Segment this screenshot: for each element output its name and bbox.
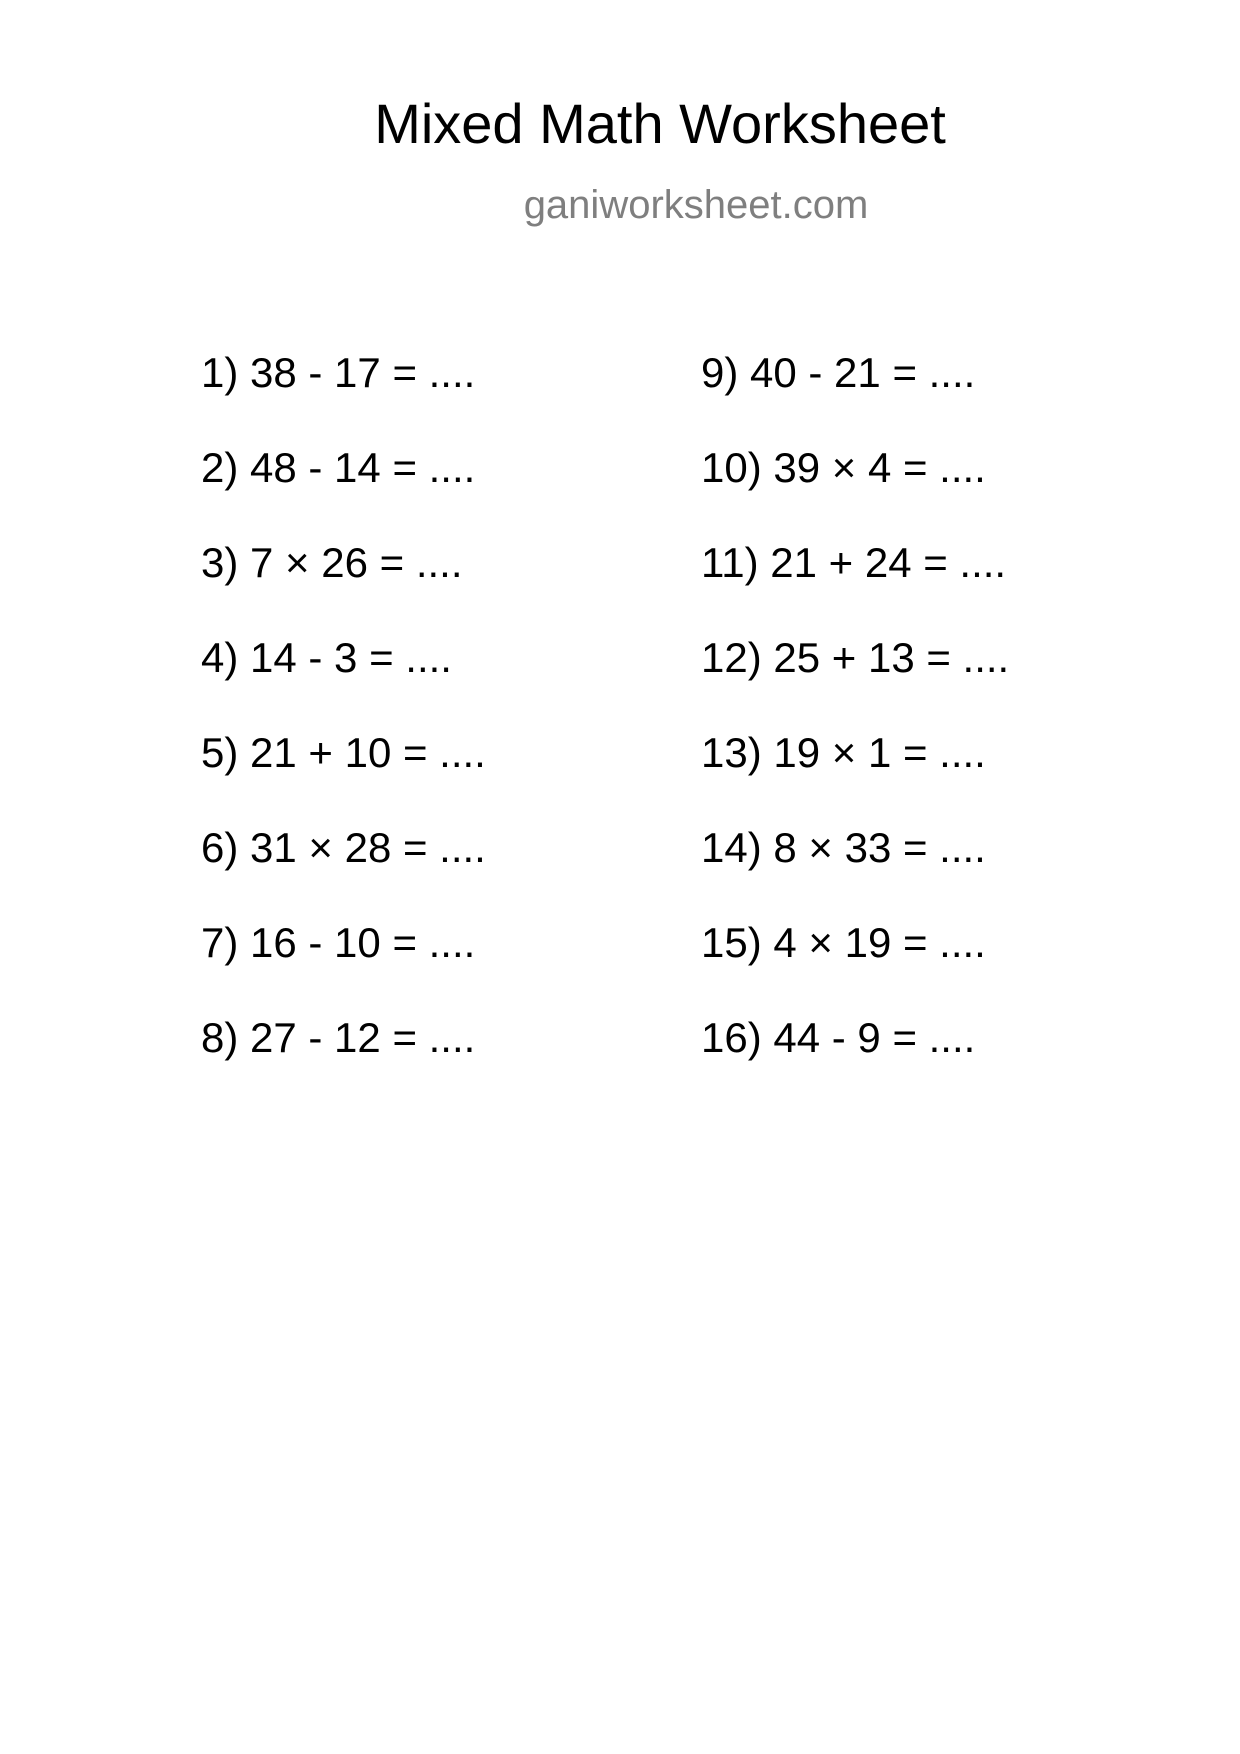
problem-14: 14) 8 × 33 = ....	[701, 824, 986, 871]
problem-16: 16) 44 - 9 = ....	[701, 1014, 976, 1061]
problem-3: 3) 7 × 26 = ....	[201, 539, 463, 586]
problem-6: 6) 31 × 28 = ....	[201, 824, 486, 871]
problem-2: 2) 48 - 14 = ....	[201, 444, 476, 491]
problem-12: 12) 25 + 13 = ....	[701, 634, 1010, 681]
problem-4: 4) 14 - 3 = ....	[201, 634, 452, 681]
problem-8: 8) 27 - 12 = ....	[201, 1014, 476, 1061]
problem-7: 7) 16 - 10 = ....	[201, 919, 476, 966]
website-subtitle: ganiworksheet.com	[523, 183, 869, 227]
problem-10: 10) 39 × 4 = ....	[701, 444, 986, 491]
problem-9: 9) 40 - 21 = ....	[701, 349, 976, 396]
problem-11: 11) 21 + 24 = ....	[701, 539, 1007, 586]
problem-1: 1) 38 - 17 = ....	[201, 349, 476, 396]
worksheet-title: Mixed Math Worksheet	[374, 92, 946, 155]
problem-5: 5) 21 + 10 = ....	[201, 729, 486, 776]
problem-15: 15) 4 × 19 = ....	[701, 919, 986, 966]
problem-13: 13) 19 × 1 = ....	[701, 729, 986, 776]
